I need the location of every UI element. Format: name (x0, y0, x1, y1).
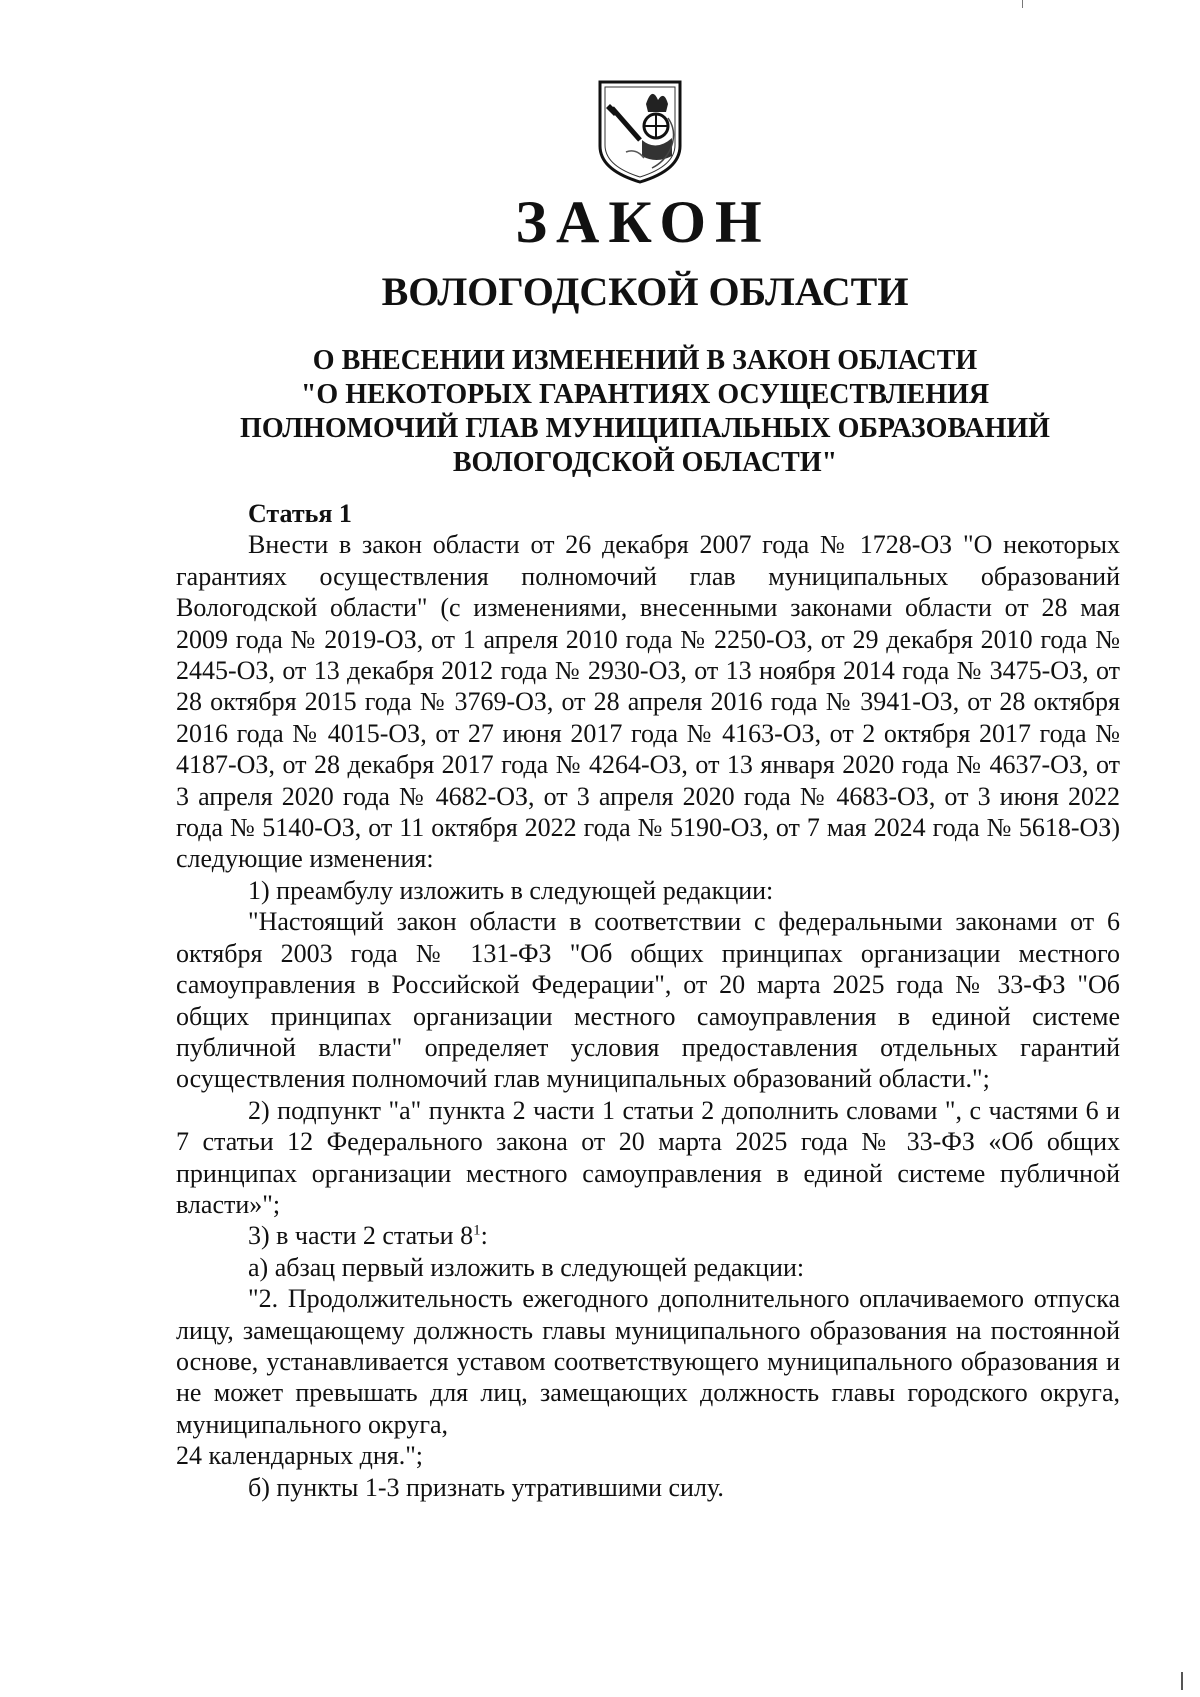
item-3a-text-end: 24 календарных дня."; (176, 1441, 424, 1471)
item-3-suffix: : (480, 1221, 488, 1251)
vologda-coat-of-arms-icon (596, 78, 684, 186)
item-2: 2) подпункт "а" пункта 2 части 1 статьи 2 дополнить словами ", с частями 6 и 7 статьи 12 Федерального закона от 20 марта 2025 года № 33-ФЗ «Об общих принципах организации местного самоуправления в единой системе публичной власти»"; (176, 1095, 1120, 1219)
subject-line: "О НЕКОТОРЫХ ГАРАНТИЯХ ОСУЩЕСТВЛЕНИЯ (300, 379, 990, 410)
document-subject (200, 344, 1090, 480)
item-1: 1) преамбулу изложить в следующей редакции: (248, 875, 774, 905)
article-intro: Внести в закон области от 26 декабря 2007 года № 1728-ОЗ "О некоторых гарантиях осуществления полномочий глав муниципальных образований Вологодской области" (с изменениями, внесенными законами области от 28 мая 2009 года № 2019-ОЗ, от 1 апреля 2010 года № 2250-ОЗ, от 29 декабря 2010 года № 2445-ОЗ, от 13 декабря 2012 года № 2930-ОЗ, от 13 ноября 2014 года № 3475-ОЗ, от 28 октября 2015 года № 3769-ОЗ, от 28 апреля 2016 года № 3941-ОЗ, от 28 октября 2016 года № 4015-ОЗ, от 27 июня 2017 года № 4163-ОЗ, от 2 октября 2017 года № 4187-ОЗ, от 28 декабря 2017 года № 4264-ОЗ, от 13 января 2020 года № 4637-ОЗ, от 3 апреля 2020 года № 4682-ОЗ, от 3 апреля 2020 года № 4683-ОЗ, от 3 июня 2022 года № 5140-ОЗ, от 11 октября 2022 года № 5190-ОЗ, от 7 мая 2024 года № 5618-ОЗ) следующие изменения: (176, 530, 1120, 874)
subject-line: О ВНЕСЕНИИ ИЗМЕНЕНИЙ В ЗАКОН ОБЛАСТИ (312, 345, 978, 376)
document-title: ЗАКОН (515, 189, 771, 255)
scan-mark (1181, 1672, 1183, 1690)
item-3b: б) пункты 1-3 признать утратившими силу. (248, 1472, 724, 1502)
subject-line: ВОЛОГОДСКОЙ ОБЛАСТИ" (452, 447, 838, 478)
item-3-prefix: 3) в части 2 статьи 8 (248, 1221, 474, 1251)
item-3-superscript: 1 (473, 1222, 481, 1239)
item-3 (176, 1220, 1120, 1251)
item-3a: а) абзац первый изложить в следующей редакции: (248, 1252, 805, 1282)
subject-line: ПОЛНОМОЧИЙ ГЛАВ МУНИЦИПАЛЬНЫХ ОБРАЗОВАНИЙ (240, 413, 1050, 444)
item-1-text: "Настоящий закон области в соответствии с федеральными законами от 6 октября 2003 года № 131-ФЗ "Об общих принципах организации местного самоуправления в Российской Федерации", от 20 марта 2025 года № 33-ФЗ "Об общих принципах организации местного самоуправления в единой системе публичной власти" определяет условия предоставления отдельных гарантий осуществления полномочий глав муниципальных образований области."; (176, 907, 1120, 1094)
item-3a-text: "2. Продолжительность ежегодного дополнительного оплачиваемого отпуска лицу, замещающему должность главы муниципального образования на постоянной основе, устанавливается уставом соответствующего муниципального образования и не может превышать для лиц, замещающих должность главы городского округа, муниципального округа, (176, 1284, 1120, 1439)
article-body (176, 498, 1120, 1503)
document-region: ВОЛОГОДСКОЙ ОБЛАСТИ (381, 269, 909, 314)
article-heading: Статья 1 (248, 499, 352, 528)
scan-mark (1022, 0, 1023, 8)
